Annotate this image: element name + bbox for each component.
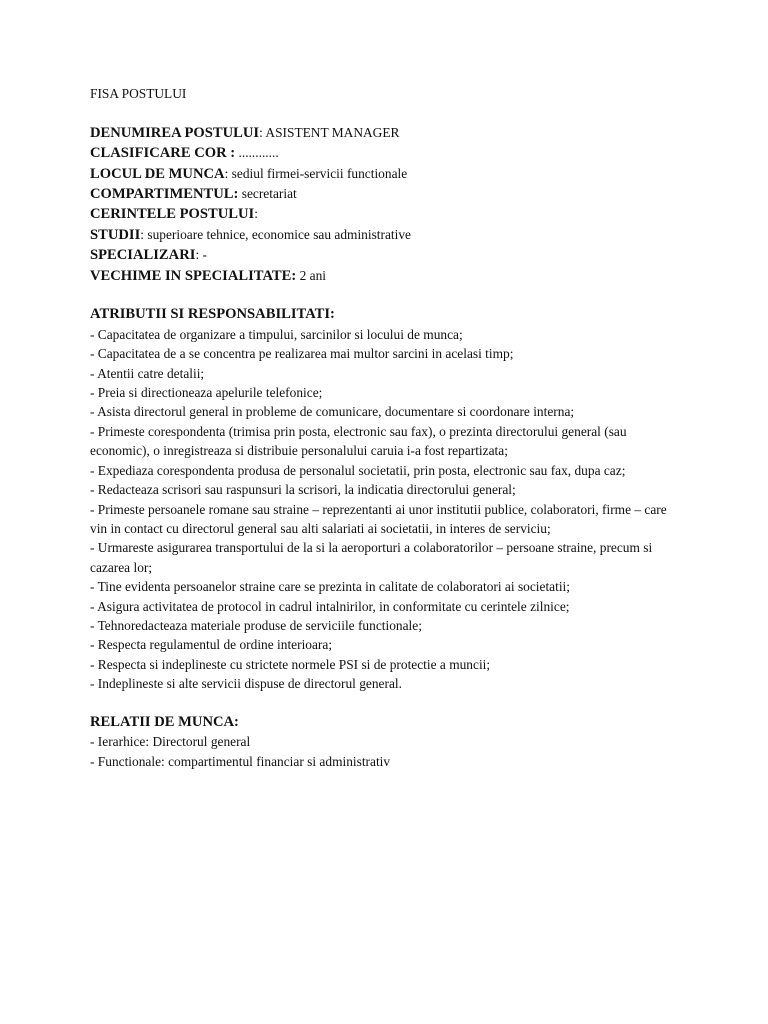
list-item: - Expediaza corespondenta produsa de personalul societatii, prin posta, electronic sau fax, dupa caz; (90, 462, 626, 478)
field-value: ASISTENT MANAGER (262, 124, 400, 140)
field-key: STUDII (90, 226, 141, 243)
list-item: - Tehnoredacteaza materiale produse de serviciile functionale; (90, 617, 422, 633)
list-item: - Indeplineste si alte servicii dispuse de directorul general. (90, 676, 402, 692)
field-experience (90, 266, 680, 286)
list-item: - Primeste persoanele romane sau straine – reprezentanti ai unor institutii publice, colaboratori, firme – care vin in contact cu directorul general sau alti salariati ai societatii, in interes de serviciu; (90, 501, 667, 536)
field-value: ............ (235, 145, 279, 161)
list-item: - Asista directorul general in probleme de comunicare, documentare si coordonare interna; (90, 404, 575, 420)
field-value: - (199, 247, 207, 263)
field-key: VECHIME IN SPECIALITATE: (90, 267, 297, 284)
list-item: - Preia si directioneaza apelurile telefonice; (90, 385, 323, 401)
list-item: - Capacitatea de organizare a timpului, sarcinilor si locului de munca; (90, 326, 463, 342)
field-job-title (90, 123, 680, 143)
field-key: CERINTELE POSTULUI (90, 206, 255, 223)
list-item: - Respecta si indeplineste cu strictete normele PSI si de protectie a muncii; (90, 656, 491, 672)
field-separator: : (226, 145, 236, 162)
field-key: CLASIFICARE COR (90, 145, 227, 162)
field-value: 2 ani (296, 267, 326, 283)
list-item: - Atentii catre detalii; (90, 365, 205, 381)
relations-list (90, 732, 680, 771)
field-key: COMPARTIMENTUL: (90, 186, 239, 203)
field-key: SPECIALIZARI (90, 247, 196, 264)
list-item: - Functionale: compartimentul financiar si administrativ (90, 753, 391, 769)
field-value: sediul firmei-servicii functionale (228, 165, 408, 181)
document-body (90, 84, 680, 771)
field-separator: : (140, 226, 145, 242)
spacer (90, 286, 680, 305)
field-value: secretariat (238, 186, 297, 202)
field-separator: : (195, 247, 200, 263)
job-fields (90, 123, 680, 286)
list-item: - Urmareste asigurarea transportului de la si la aeroporturi a colaboratorilor – persoane straine, precum si cazarea lor; (90, 540, 653, 575)
field-requirements (90, 204, 680, 224)
list-item: - Asigura activitatea de protocol in cadrul intalnirilor, in conformitate cu cerintele zilnice; (90, 598, 570, 614)
list-item: - Ierarhice: Directorul general (90, 734, 251, 750)
field-separator: : (224, 165, 229, 181)
list-item: - Primeste corespondenta (trimisa prin posta, electronic sau fax), o prezinta directorului general (sau economic), o inregistreaza si distribuie personalului caruia i-a fost repartizata; (90, 423, 627, 459)
field-key: LOCUL DE MUNCA (90, 165, 225, 182)
field-cor-classification (90, 143, 680, 163)
spacer (90, 694, 680, 713)
field-separator: : (259, 124, 263, 140)
field-workplace (90, 164, 680, 184)
document-title: FISA POSTULUI (90, 86, 187, 101)
field-value: superioare tehnice, economice sau administrative (144, 226, 411, 242)
field-studies (90, 225, 680, 245)
list-item: - Respecta regulamentul de ordine interioara; (90, 637, 333, 653)
relations-heading: RELATII DE MUNCA: (90, 713, 239, 730)
field-department (90, 184, 680, 204)
field-separator: : (254, 206, 258, 222)
responsibilities-heading: ATRIBUTII SI RESPONSABILITATI: (90, 306, 335, 323)
list-item: - Tine evidenta persoanelor straine care se prezinta in calitate de colaboratori ai societatii; (90, 579, 571, 595)
field-key: DENUMIREA POSTULUI (90, 124, 260, 141)
list-item: - Capacitatea de a se concentra pe realizarea mai multor sarcini in acelasi timp; (90, 346, 514, 362)
field-specializations (90, 245, 680, 265)
list-item: - Redacteaza scrisori sau raspunsuri la scrisori, la indicatia directorului general; (90, 482, 516, 498)
responsibilities-list (90, 325, 680, 694)
